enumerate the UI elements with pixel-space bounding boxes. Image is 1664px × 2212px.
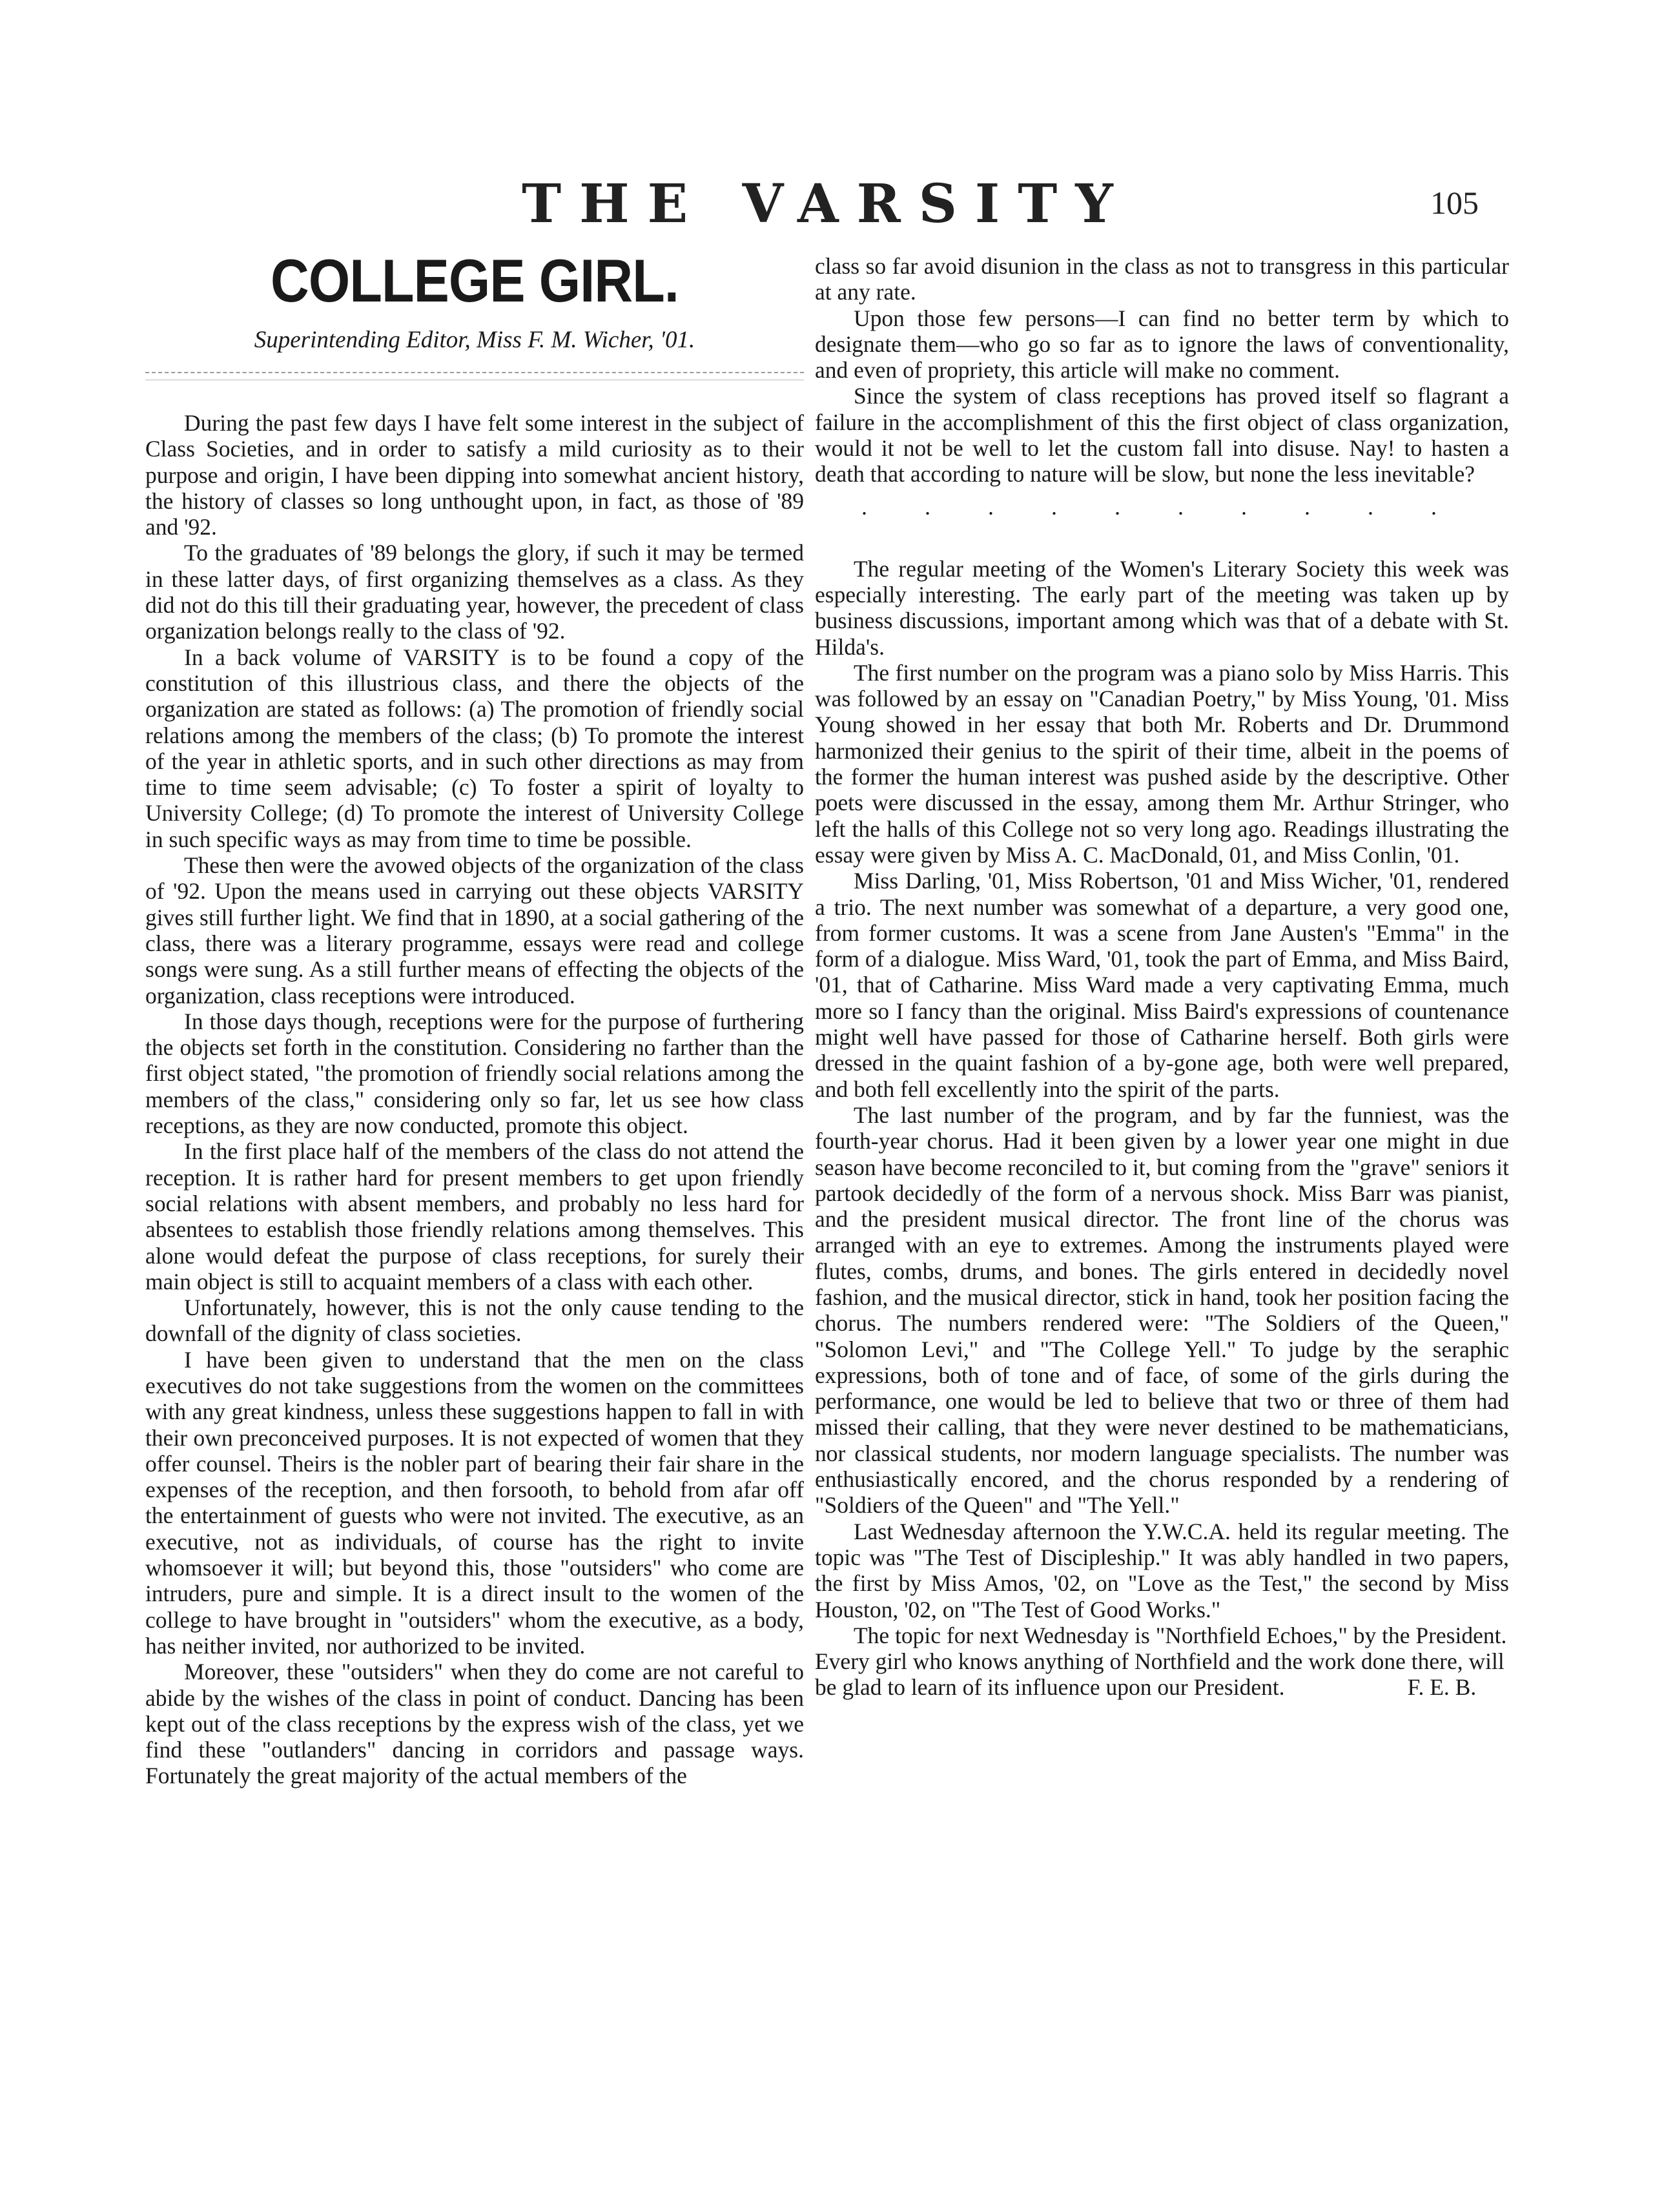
- final-paragraph-text: The topic for next Wednesday is "Northfield Echoes," by the President. Every girl who knows anything of Northfield and the work done there, will be glad to learn of its influence upon our President.: [815, 1622, 1507, 1701]
- divider-rule: [145, 372, 804, 380]
- page-number: 105: [1430, 185, 1479, 221]
- paragraph: The first number on the program was a piano solo by Miss Harris. This was followed by an essay on "Canadian Poetry," by Miss Young, '01. Miss Young showed in her essay that both Mr. Roberts and Dr. Drummond harmonized their genius to the spirit of their time, albeit in the poems of the former the human interest was pushed aside by the descriptive. Other poets were discussed in the essay, among them Mr. Arthur Stringer, who left the halls of this College not so very long ago. Readings illustrating the essay were given by Miss A. C. MacDonald, 01, and Miss Conlin, '01.: [815, 659, 1509, 868]
- paragraph: Upon those few persons—I can find no better term by which to designate them—who go so far as to ignore the laws of conventionality, and even of propriety, this article will make no comment.: [815, 305, 1509, 384]
- paragraph: The last number of the program, and by far the funniest, was the fourth-year chorus. Had it been given by a lower year one might in due season have become reconciled to it, but coming from the "grave" seniors it partook decidedly of the form of a nervous shock. Miss Barr was pianist, and the president musical director. The front line of the chorus was arranged with an eye to extremes. Among the instruments played were flutes, combs, drums, and bones. The girls entered in decidedly novel fashion, and the musical director, stick in hand, took her position facing the chorus. The numbers rendered were: "The Soldiers of the Queen," "Solomon Levi," and "The College Yell." To judge by the seraphic expressions, both of tone and of face, of some of the girls during the performance, one would be led to believe that two or three of them had missed their calling, that they were never destined to be mathematicians, nor classical students, nor modern language specialists. The number was enthusiastically encored, and the chorus responded by a rendering of "Soldiers of the Queen" and "The Yell.": [815, 1101, 1509, 1519]
- article-headline: COLLEGE GIRL.: [271, 247, 679, 314]
- paragraph: In a back volume of VARSITY is to be found a copy of the constitution of this illustrious class, and there the objects of the organization are stated as follows: (a) The promotion of friendly social relations among the members of the class; (b) To promote the interest of the year in athletic sports, and in such other directions as may from time to time seem advisable; (c) To foster a spirit of loyalty to University College; (d) To promote the interest of University College in such specific ways as may from time to time be possible.: [145, 644, 804, 852]
- paragraph: These then were the avowed objects of the organization of the class of '92. Upon the means used in carrying out these objects VARSITY gives still further light. We find that in 1890, at a social gathering of the class, there was a literary programme, essays were read and college songs were sung. As a still further means of effecting the objects of the organization, class receptions were introduced.: [145, 852, 804, 1009]
- paragraph: Miss Darling, '01, Miss Robertson, '01 and Miss Wicher, '01, rendered a trio. The next number was somewhat of a departure, a very good one, from former customs. It was a scene from Jane Austen's "Emma" in the form of a dialogue. Miss Ward, '01, took the part of Emma, and Miss Baird, '01, that of Catharine. Miss Ward made a very captivating Emma, much more so I fancy than the original. Miss Baird's expressions of countenance might well have passed for those of Catharine herself. Both girls were dressed in the quaint fashion of a by-gone age, both were well prepared, and both fell excellently into the spirit of the parts.: [815, 868, 1509, 1102]
- signature: F. E. B.: [1407, 1674, 1477, 1701]
- paragraph: Moreover, these "outsiders" when they do come are not careful to abide by the wishes of the class in point of conduct. Dancing has been kept out of the class receptions by the express wish of the class, yet we find these "outlanders" dancing in corridors and passage ways. Fortunately the great majority of the actual members of the: [145, 1659, 804, 1789]
- paragraph: During the past few days I have felt some interest in the subject of Class Societies, and in order to satisfy a mild curiosity as to their purpose and origin, I have been dipping into somewhat ancient history, the history of classes so long unthought upon, in fact, as those of '89 and '92.: [145, 410, 804, 540]
- masthead: THE VARSITY: [522, 173, 1131, 235]
- paragraph: Last Wednesday afternoon the Y.W.C.A. held its regular meeting. The topic was "The Test of Discipleship." It was ably handled in two papers, the first by Miss Amos, '02, on "Love as the Test," the second by Miss Houston, '02, on "The Test of Good Works.": [815, 1518, 1509, 1623]
- paragraph: I have been given to understand that the men on the class executives do not take suggestions from the women on the committees with any great kindness, unless these suggestions happen to fall in with their own preconceived purposes. It is not expected of women that they offer counsel. Theirs is the nobler part of bearing their fair share in the expenses of the reception, and then forsooth, to behold from afar off the entertainment of guests who were not invited. The executive, as an executive, not as individuals, of course has the right to invite whomsoever it will; but beyond this, those "outsiders" who come are intruders, pure and simple. It is a direct insult to the women of the college to have brought in "outsiders" whom the executive, as a body, has neither invited, nor authorized to be invited.: [145, 1346, 804, 1659]
- paragraph: To the graduates of '89 belongs the glory, if such it may be termed in these latter days, of first organizing themselves as a class. As they did not do this till their graduating year, however, the precedent of class organization belongs really to the class of '92.: [145, 540, 804, 644]
- final-paragraph: [815, 1623, 1509, 1701]
- paragraph: Unfortunately, however, this is not the only cause tending to the downfall of the dignity of class societies.: [145, 1295, 804, 1347]
- paragraph: In the first place half of the members of the class do not attend the reception. It is rather hard for present members to get upon friendly social relations with absent members, and probably no less hard for absentees to establish those friendly relations among themselves. This alone would defeat the purpose of class receptions, for surely their main object is still to acquaint members of a class with each other.: [145, 1138, 804, 1295]
- paragraph: class so far avoid disunion in the class as not to transgress in this particular at any rate.: [815, 253, 1509, 305]
- right-column: [815, 253, 1509, 1701]
- paragraph: Since the system of class receptions has proved itself so flagrant a failure in the accomplishment of this the first object of class organization, would it not be well to let the custom fall into disuse. Nay! to hasten a death that according to nature will be slow, but none the less inevitable?: [815, 383, 1509, 487]
- paragraph: In those days though, receptions were for the purpose of furthering the objects set forth in the constitution. Considering no farther than the first object stated, "the promotion of friendly social relations among the members of the class," considering only so far, let us see how class receptions, as they are now conducted, promote this object.: [145, 1008, 804, 1139]
- left-column: [145, 245, 804, 1789]
- editor-line: Superintending Editor, Miss F. M. Wicher, '01.: [254, 327, 695, 353]
- section-separator: . . . . . . . . . .: [861, 493, 1463, 520]
- paragraph: The regular meeting of the Women's Literary Society this week was especially interesting. The early part of the meeting was taken up by business discussions, important among which was that of a debate with St. Hilda's.: [815, 555, 1509, 660]
